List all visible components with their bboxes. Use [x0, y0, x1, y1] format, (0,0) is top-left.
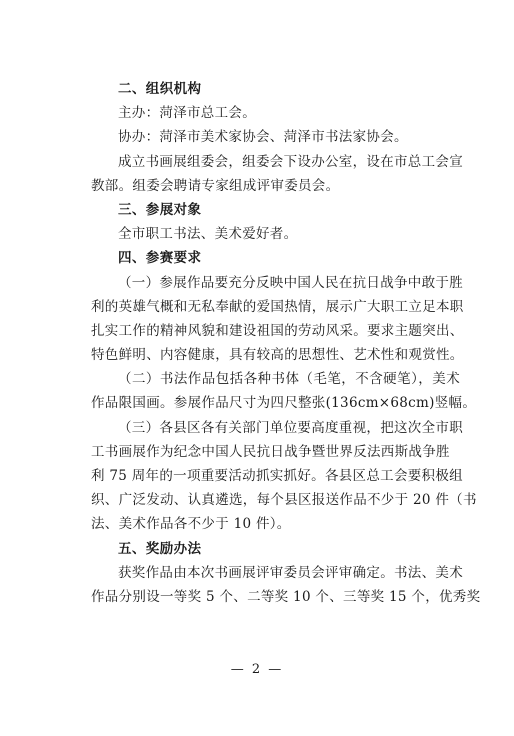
- section-heading: 五、奖励办法: [118, 540, 202, 557]
- paragraph-line: （三）各县区各有关部门单位要高度重视，把这次全市职: [118, 419, 463, 436]
- page-number: — 2 —: [230, 662, 284, 677]
- paragraph-line: （二）书法作品包括各种书体（毛笔，不含硬笔），美术: [118, 371, 460, 388]
- paragraph-line: 教部。组委会聘请专家组成评审委员会。: [91, 177, 340, 194]
- paragraph-line: 主办：菏泽市总工会。: [118, 105, 256, 122]
- paragraph-line: 织、广泛发动、认真遴选，每个县区报送作品不少于 20 件（书: [91, 492, 477, 509]
- paragraph-line: 全市职工书法、美术爱好者。: [118, 226, 298, 243]
- paragraph-line: 扎实工作的精神风貌和建设祖国的劳动风采。要求主题突出、: [91, 322, 464, 339]
- paragraph-line: 协办：菏泽市美术家协会、菏泽市书法家协会。: [118, 129, 408, 146]
- paragraph-line: （一）参展作品要充分反映中国人民在抗日战争中敢于胜: [118, 274, 463, 291]
- paragraph-line: 成立书画展组委会，组委会下设办公室，设在市总工会宣: [118, 153, 463, 170]
- section-heading: 二、组织机构: [118, 81, 202, 97]
- paragraph-line: 法、美术作品各不少于 10 件）。: [91, 516, 291, 533]
- paragraph-line: 作品限国画。参展作品尺寸为四尺整张(136cm×68cm)竖幅。: [91, 395, 477, 412]
- paragraph-line: 利的英雄气概和无私奉献的爱国热情，展示广大职工立足本职: [91, 298, 464, 315]
- paragraph-line: 利 75 周年的一项重要活动抓实抓好。各县区总工会要积极组: [91, 468, 463, 484]
- paragraph-line: 获奖作品由本次书画展评审委员会评审确定。书法、美术: [118, 564, 463, 581]
- section-heading: 三、参展对象: [118, 201, 202, 218]
- paragraph-line: 工书画展作为纪念中国人民抗日战争暨世界反法西斯战争胜: [91, 443, 450, 460]
- section-heading: 四、参赛要求: [118, 250, 202, 267]
- document-body: [91, 77, 481, 609]
- paragraph-line: 特色鲜明、内容健康，具有较高的思想性、艺术性和观赏性。: [91, 347, 464, 364]
- paragraph-line: 作品分别设一等奖 5 个、二等奖 10 个、三等奖 15 个，优秀奖: [91, 588, 481, 605]
